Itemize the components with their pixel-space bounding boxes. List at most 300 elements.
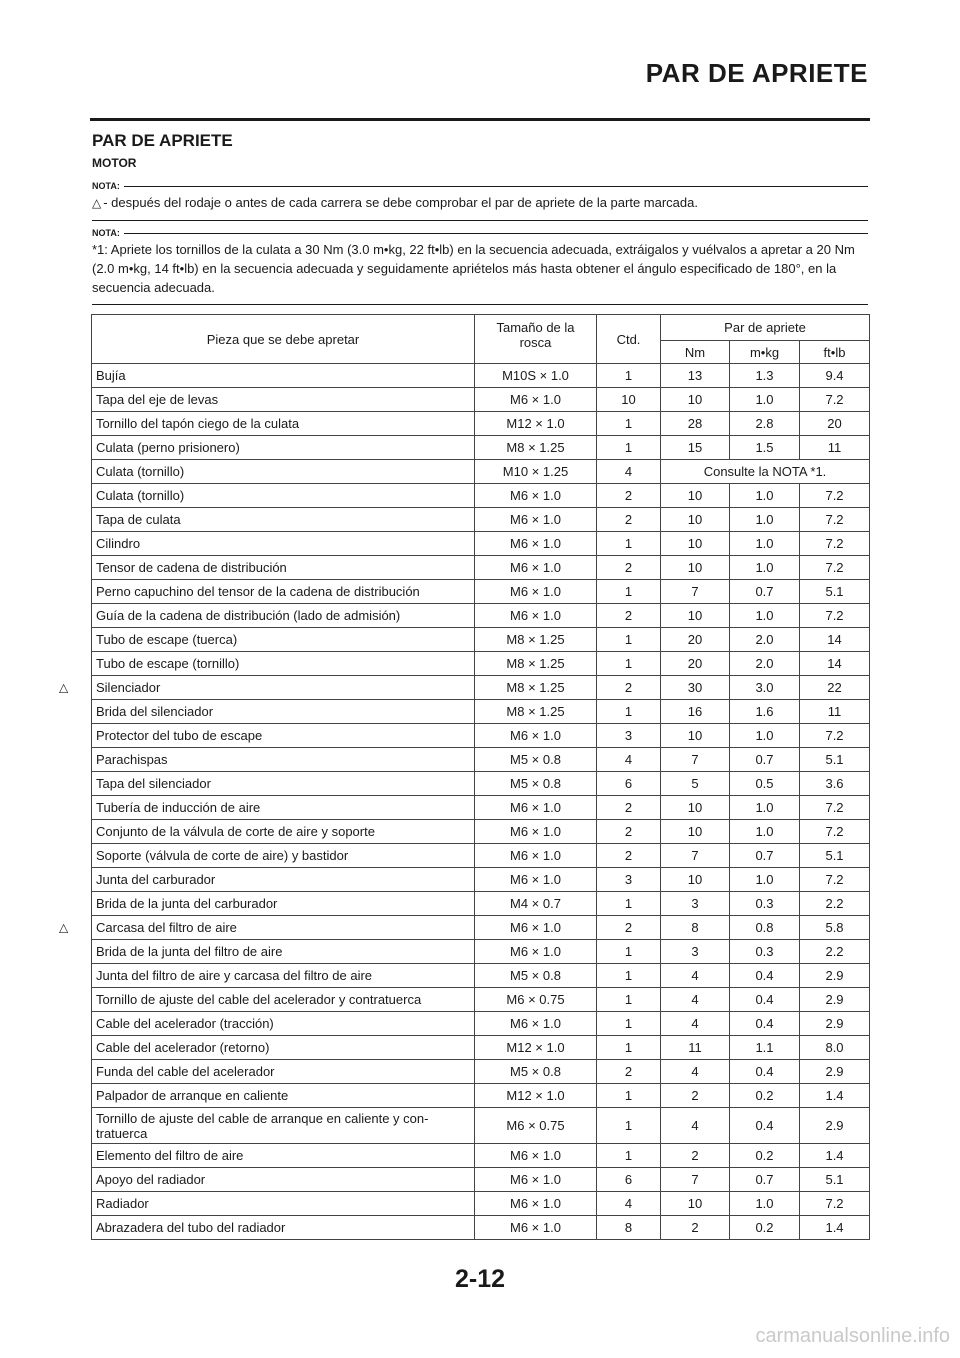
cell-ftlb: 2.9 <box>800 1108 870 1144</box>
torque-table <box>59 314 870 1240</box>
cell-thread: M6 × 1.0 <box>475 484 597 508</box>
cell-qty: 1 <box>597 1036 661 1060</box>
cell-part-text: Cable del acelerador (tracción) <box>96 1016 274 1031</box>
cell-part <box>92 556 475 580</box>
cell-ftlb: 5.1 <box>800 748 870 772</box>
cell-mkg: 1.3 <box>730 364 800 388</box>
cell-part <box>92 964 475 988</box>
cell-nm: 2 <box>661 1144 730 1168</box>
cell-ftlb: 5.1 <box>800 844 870 868</box>
note-block-1 <box>92 180 868 221</box>
cell-qty: 1 <box>597 1012 661 1036</box>
cell-part <box>92 580 475 604</box>
cell-mkg: 1.0 <box>730 820 800 844</box>
cell-mkg: 1.0 <box>730 796 800 820</box>
cell-qty: 2 <box>597 604 661 628</box>
cell-part-text: Conjunto de la válvula de corte de aire y soporte <box>96 824 375 839</box>
cell-nm: 4 <box>661 1060 730 1084</box>
cell-qty: 4 <box>597 748 661 772</box>
cell-qty: 3 <box>597 724 661 748</box>
cell-nm: 16 <box>661 700 730 724</box>
note-divider <box>124 233 868 234</box>
cell-qty: 1 <box>597 964 661 988</box>
cell-thread: M10S × 1.0 <box>475 364 597 388</box>
table-row <box>92 1216 870 1240</box>
cell-thread: M5 × 0.8 <box>475 748 597 772</box>
cell-thread: M6 × 1.0 <box>475 868 597 892</box>
table-row <box>92 436 870 460</box>
cell-ftlb: 14 <box>800 628 870 652</box>
cell-nm: 4 <box>661 964 730 988</box>
cell-part-text: Protector del tubo de escape <box>96 728 263 743</box>
cell-part <box>92 484 475 508</box>
column-header-thread: Tamaño de la rosca <box>475 315 597 364</box>
cell-part-text: Tubo de escape (tornillo) <box>96 656 240 671</box>
watermark: carmanualsonline.info <box>755 1325 950 1347</box>
cell-nm: 5 <box>661 772 730 796</box>
cell-ftlb: 7.2 <box>800 724 870 748</box>
cell-part <box>92 604 475 628</box>
cell-ftlb: 11 <box>800 700 870 724</box>
cell-qty: 2 <box>597 676 661 700</box>
cell-thread: M5 × 0.8 <box>475 772 597 796</box>
table-row <box>92 364 870 388</box>
cell-qty: 1 <box>597 940 661 964</box>
cell-ftlb: 5.1 <box>800 580 870 604</box>
cell-thread: M6 × 1.0 <box>475 940 597 964</box>
table-row <box>92 700 870 724</box>
cell-mkg: 1.0 <box>730 1192 800 1216</box>
cell-part-text: Radiador <box>96 1196 149 1211</box>
cell-thread: M6 × 1.0 <box>475 1168 597 1192</box>
cell-mkg: 1.0 <box>730 532 800 556</box>
cell-part <box>92 628 475 652</box>
cell-part-text: Brida del silenciador <box>96 704 214 719</box>
page-number: 2-12 <box>454 1265 506 1293</box>
cell-nm: 4 <box>661 1012 730 1036</box>
cell-ftlb: 2.9 <box>800 964 870 988</box>
note-block-2 <box>92 227 868 305</box>
cell-ftlb: 7.2 <box>800 508 870 532</box>
cell-ftlb: 7.2 <box>800 604 870 628</box>
cell-qty: 1 <box>597 700 661 724</box>
cell-ftlb: 14 <box>800 652 870 676</box>
cell-qty: 1 <box>597 412 661 436</box>
cell-qty: 1 <box>597 988 661 1012</box>
table-row <box>92 868 870 892</box>
cell-ftlb: 7.2 <box>800 796 870 820</box>
column-header-mkg: m•kg <box>730 341 800 364</box>
cell-part-text: Brida de la junta del filtro de aire <box>96 944 283 959</box>
cell-ftlb: 1.4 <box>800 1216 870 1240</box>
cell-nm: 7 <box>661 580 730 604</box>
table-row <box>92 1108 870 1144</box>
cell-nm: 3 <box>661 892 730 916</box>
cell-mkg: 0.7 <box>730 748 800 772</box>
table-row <box>92 748 870 772</box>
note-label: NOTA: <box>92 181 120 191</box>
cell-qty: 6 <box>597 772 661 796</box>
table-row <box>92 844 870 868</box>
table-row <box>92 1036 870 1060</box>
cell-part-text: Parachispas <box>96 752 168 767</box>
cell-qty: 4 <box>597 1192 661 1216</box>
cell-thread: M6 × 0.75 <box>475 988 597 1012</box>
table-row <box>92 484 870 508</box>
cell-thread: M5 × 0.8 <box>475 1060 597 1084</box>
cell-nm: 20 <box>661 652 730 676</box>
table-row <box>92 916 870 940</box>
table-row <box>92 988 870 1012</box>
cell-qty: 1 <box>597 580 661 604</box>
cell-part-text: Culata (perno prisionero) <box>96 440 240 455</box>
cell-mkg: 0.3 <box>730 940 800 964</box>
cell-part <box>92 700 475 724</box>
cell-qty: 2 <box>597 796 661 820</box>
cell-part-text: Tensor de cadena de distribución <box>96 560 287 575</box>
cell-part-text: Carcasa del filtro de aire <box>96 920 237 935</box>
cell-thread: M6 × 1.0 <box>475 916 597 940</box>
section-subtitle: MOTOR <box>92 156 137 170</box>
cell-thread: M8 × 1.25 <box>475 700 597 724</box>
cell-nm: 20 <box>661 628 730 652</box>
table-row <box>92 556 870 580</box>
table-row <box>92 964 870 988</box>
cell-thread: M6 × 1.0 <box>475 580 597 604</box>
cell-nm: 7 <box>661 1168 730 1192</box>
cell-mkg: 0.5 <box>730 772 800 796</box>
cell-part <box>92 1012 475 1036</box>
column-header-torque: Par de apriete <box>661 315 870 341</box>
cell-thread: M12 × 1.0 <box>475 1084 597 1108</box>
cell-nm: 30 <box>661 676 730 700</box>
cell-nm: 10 <box>661 604 730 628</box>
cell-qty: 4 <box>597 460 661 484</box>
cell-mkg: 0.4 <box>730 1060 800 1084</box>
cell-part <box>92 988 475 1012</box>
cell-mkg: 1.0 <box>730 556 800 580</box>
cell-nm: 10 <box>661 868 730 892</box>
note-text: *1: Apriete los tornillos de la culata a 30 Nm (3.0 m•kg, 22 ft•lb) en la secuencia adecuada, extráigalos y vuélvalos a apretar a 20 Nm (2.0 m•kg, 14 ft•lb) en la secuencia adecuada y seguidamente apriételos más hasta obtener el ángulo especificado de 180°, en la secuencia adecuada. <box>92 242 855 295</box>
table-row <box>92 652 870 676</box>
table-row <box>92 1084 870 1108</box>
note-divider <box>124 186 868 187</box>
cell-mkg: 0.7 <box>730 844 800 868</box>
cell-part <box>92 772 475 796</box>
table-row <box>92 580 870 604</box>
cell-thread: M6 × 1.0 <box>475 604 597 628</box>
cell-part <box>92 1036 475 1060</box>
cell-thread: M6 × 1.0 <box>475 724 597 748</box>
cell-nm: 10 <box>661 388 730 412</box>
cell-qty: 2 <box>597 508 661 532</box>
column-header-nm: Nm <box>661 341 730 364</box>
cell-nm: 4 <box>661 1108 730 1144</box>
cell-ftlb: 5.8 <box>800 916 870 940</box>
table-row <box>92 628 870 652</box>
cell-nm: 10 <box>661 1192 730 1216</box>
cell-qty: 1 <box>597 1084 661 1108</box>
cell-part-text: Palpador de arranque en caliente <box>96 1088 289 1103</box>
cell-part <box>92 820 475 844</box>
cell-part-text: Brida de la junta del carburador <box>96 896 278 911</box>
cell-part-text: Bujía <box>96 368 126 383</box>
cell-mkg: 0.2 <box>730 1084 800 1108</box>
cell-mkg: 2.0 <box>730 652 800 676</box>
cell-nm: 15 <box>661 436 730 460</box>
table-row <box>92 1192 870 1216</box>
cell-part-text: Junta del filtro de aire y carcasa del filtro de aire <box>96 968 373 983</box>
cell-mkg: 1.1 <box>730 1036 800 1060</box>
cell-part <box>92 940 475 964</box>
cell-ftlb: 22 <box>800 676 870 700</box>
table-row <box>92 388 870 412</box>
cell-part <box>92 1168 475 1192</box>
table-row <box>92 412 870 436</box>
cell-qty: 2 <box>597 820 661 844</box>
cell-thread: M6 × 0.75 <box>475 1108 597 1144</box>
cell-mkg: 1.0 <box>730 388 800 412</box>
cell-part-text: Tornillo de ajuste del cable de arranque en caliente y con-tratuerca <box>96 1110 429 1141</box>
cell-qty: 1 <box>597 1144 661 1168</box>
cell-ftlb: 3.6 <box>800 772 870 796</box>
cell-part-text: Funda del cable del acelerador <box>96 1064 275 1079</box>
cell-ftlb: 1.4 <box>800 1084 870 1108</box>
cell-thread: M6 × 1.0 <box>475 1216 597 1240</box>
cell-mkg: 1.5 <box>730 436 800 460</box>
cell-nm: 8 <box>661 916 730 940</box>
cell-nm: 10 <box>661 484 730 508</box>
cell-nm: 2 <box>661 1084 730 1108</box>
table-row <box>92 1060 870 1084</box>
cell-mkg: 3.0 <box>730 676 800 700</box>
cell-nm: 3 <box>661 940 730 964</box>
cell-qty: 6 <box>597 1168 661 1192</box>
cell-qty: 2 <box>597 916 661 940</box>
table-row <box>92 892 870 916</box>
cell-part-text: Abrazadera del tubo del radiador <box>96 1220 286 1235</box>
cell-ftlb: 2.9 <box>800 1012 870 1036</box>
cell-qty: 3 <box>597 868 661 892</box>
cell-mkg: 1.6 <box>730 700 800 724</box>
cell-part <box>92 436 475 460</box>
cell-mkg: 1.0 <box>730 484 800 508</box>
cell-part <box>92 1060 475 1084</box>
cell-mkg: 0.7 <box>730 1168 800 1192</box>
cell-nm: 11 <box>661 1036 730 1060</box>
cell-ftlb: 20 <box>800 412 870 436</box>
cell-part <box>92 508 475 532</box>
cell-nm: 2 <box>661 1216 730 1240</box>
cell-ftlb: 7.2 <box>800 532 870 556</box>
cell-thread: M6 × 1.0 <box>475 820 597 844</box>
table-row <box>92 1144 870 1168</box>
cell-thread: M6 × 1.0 <box>475 844 597 868</box>
cell-mkg: 1.0 <box>730 868 800 892</box>
cell-thread: M8 × 1.25 <box>475 676 597 700</box>
cell-part <box>92 1084 475 1108</box>
cell-nm: 10 <box>661 820 730 844</box>
cell-qty: 2 <box>597 844 661 868</box>
cell-ftlb: 7.2 <box>800 484 870 508</box>
column-header-part: Pieza que se debe apretar <box>92 315 475 364</box>
cell-thread: M10 × 1.25 <box>475 460 597 484</box>
cell-qty: 8 <box>597 1216 661 1240</box>
cell-part <box>92 1192 475 1216</box>
cell-ftlb: 5.1 <box>800 1168 870 1192</box>
cell-nm: 28 <box>661 412 730 436</box>
cell-part <box>92 652 475 676</box>
cell-thread: M8 × 1.25 <box>475 652 597 676</box>
cell-thread: M5 × 0.8 <box>475 964 597 988</box>
cell-ftlb: 7.2 <box>800 868 870 892</box>
cell-nm: 10 <box>661 508 730 532</box>
cell-part-text: Guía de la cadena de distribución (lado de admisión) <box>96 608 401 623</box>
table-row <box>92 820 870 844</box>
cell-part <box>92 532 475 556</box>
table-row <box>92 1168 870 1192</box>
cell-thread: M6 × 1.0 <box>475 532 597 556</box>
cell-part <box>92 1144 475 1168</box>
cell-part-text: Tornillo del tapón ciego de la culata <box>96 416 300 431</box>
cell-ftlb: 7.2 <box>800 820 870 844</box>
table-row <box>92 1012 870 1036</box>
cell-mkg: 0.4 <box>730 964 800 988</box>
cell-part <box>92 388 475 412</box>
cell-part-text: Elemento del filtro de aire <box>96 1148 244 1163</box>
cell-nm: 7 <box>661 748 730 772</box>
cell-part-text: Tapa de culata <box>96 512 181 527</box>
cell-part <box>59 916 475 940</box>
cell-part <box>92 796 475 820</box>
cell-part-text: Tapa del eje de levas <box>96 392 219 407</box>
cell-mkg: 0.7 <box>730 580 800 604</box>
cell-mkg: 2.8 <box>730 412 800 436</box>
cell-thread: M6 × 1.0 <box>475 556 597 580</box>
cell-part-text: Tubería de inducción de aire <box>96 800 261 815</box>
cell-thread: M4 × 0.7 <box>475 892 597 916</box>
cell-mkg: 1.0 <box>730 604 800 628</box>
cell-mkg: 0.4 <box>730 1108 800 1144</box>
cell-mkg: 0.2 <box>730 1216 800 1240</box>
table-row <box>92 676 870 700</box>
cell-part-text: Cable del acelerador (retorno) <box>96 1040 270 1055</box>
cell-thread: M6 × 1.0 <box>475 388 597 412</box>
cell-thread: M12 × 1.0 <box>475 1036 597 1060</box>
cell-part <box>92 868 475 892</box>
cell-thread: M8 × 1.25 <box>475 628 597 652</box>
cell-ftlb: 1.4 <box>800 1144 870 1168</box>
cell-ftlb: 2.9 <box>800 1060 870 1084</box>
cell-part <box>92 724 475 748</box>
cell-nm: 10 <box>661 556 730 580</box>
table-row <box>92 508 870 532</box>
column-header-ftlb: ft•lb <box>800 341 870 364</box>
cell-part-text: Junta del carburador <box>96 872 216 887</box>
cell-qty: 1 <box>597 652 661 676</box>
cell-mkg: 0.8 <box>730 916 800 940</box>
cell-thread: M6 × 1.0 <box>475 1144 597 1168</box>
cell-part-text: Tubo de escape (tuerca) <box>96 632 238 647</box>
cell-part <box>92 748 475 772</box>
cell-part-text: Cilindro <box>96 536 141 551</box>
cell-part-text: Tapa del silenciador <box>96 776 211 791</box>
cell-part <box>92 1216 475 1240</box>
cell-mkg: 2.0 <box>730 628 800 652</box>
cell-nm: 7 <box>661 844 730 868</box>
header-divider <box>90 118 870 121</box>
table-row <box>92 940 870 964</box>
cell-mkg: 1.0 <box>730 508 800 532</box>
cell-qty: 10 <box>597 388 661 412</box>
cell-qty: 1 <box>597 364 661 388</box>
cell-qty: 2 <box>597 1060 661 1084</box>
cell-part <box>92 844 475 868</box>
note-text: - después del rodaje o antes de cada carrera se debe comprobar el par de apriete de la parte marcada. <box>103 195 698 210</box>
cell-part-text: Apoyo del radiador <box>96 1172 206 1187</box>
cell-part-text: Culata (tornillo) <box>96 464 185 479</box>
cell-ftlb: 7.2 <box>800 388 870 412</box>
cell-part-text: Silenciador <box>96 680 161 695</box>
cell-part-text: Tornillo de ajuste del cable del acelerador y contratuerca <box>96 992 422 1007</box>
cell-mkg: 0.4 <box>730 988 800 1012</box>
cell-mkg: 1.0 <box>730 724 800 748</box>
triangle-icon: △ <box>59 920 69 934</box>
cell-qty: 1 <box>597 436 661 460</box>
table-row <box>92 460 870 484</box>
note-divider <box>92 304 868 305</box>
cell-qty: 1 <box>597 1108 661 1144</box>
cell-part <box>92 892 475 916</box>
cell-qty: 1 <box>597 532 661 556</box>
note-divider <box>92 220 868 221</box>
cell-thread: M6 × 1.0 <box>475 1192 597 1216</box>
cell-thread: M6 × 1.0 <box>475 508 597 532</box>
table-row <box>92 532 870 556</box>
cell-nm: 10 <box>661 724 730 748</box>
cell-thread: M8 × 1.25 <box>475 436 597 460</box>
table-row <box>92 604 870 628</box>
cell-qty: 1 <box>597 892 661 916</box>
cell-mkg: 0.2 <box>730 1144 800 1168</box>
cell-note: Consulte la NOTA *1. <box>661 460 870 484</box>
cell-qty: 2 <box>597 484 661 508</box>
cell-part <box>92 1108 475 1144</box>
table-row <box>92 772 870 796</box>
cell-part <box>92 460 475 484</box>
cell-mkg: 0.4 <box>730 1012 800 1036</box>
cell-ftlb: 7.2 <box>800 1192 870 1216</box>
triangle-icon: △ <box>92 196 102 210</box>
cell-nm: 10 <box>661 796 730 820</box>
cell-ftlb: 2.2 <box>800 940 870 964</box>
page-header-title: PAR DE APRIETE <box>645 58 868 88</box>
cell-part-text: Perno capuchino del tensor de la cadena de distribución <box>96 584 420 599</box>
cell-ftlb: 9.4 <box>800 364 870 388</box>
cell-thread: M6 × 1.0 <box>475 796 597 820</box>
triangle-icon: △ <box>59 680 69 694</box>
table-row <box>92 796 870 820</box>
cell-part-text: Culata (tornillo) <box>96 488 185 503</box>
cell-part-text: Soporte (válvula de corte de aire) y bastidor <box>96 848 349 863</box>
column-header-qty: Ctd. <box>597 315 661 364</box>
section-title: PAR DE APRIETE <box>92 131 233 150</box>
cell-part <box>59 676 475 700</box>
cell-ftlb: 7.2 <box>800 556 870 580</box>
cell-ftlb: 2.2 <box>800 892 870 916</box>
cell-nm: 10 <box>661 532 730 556</box>
cell-nm: 13 <box>661 364 730 388</box>
